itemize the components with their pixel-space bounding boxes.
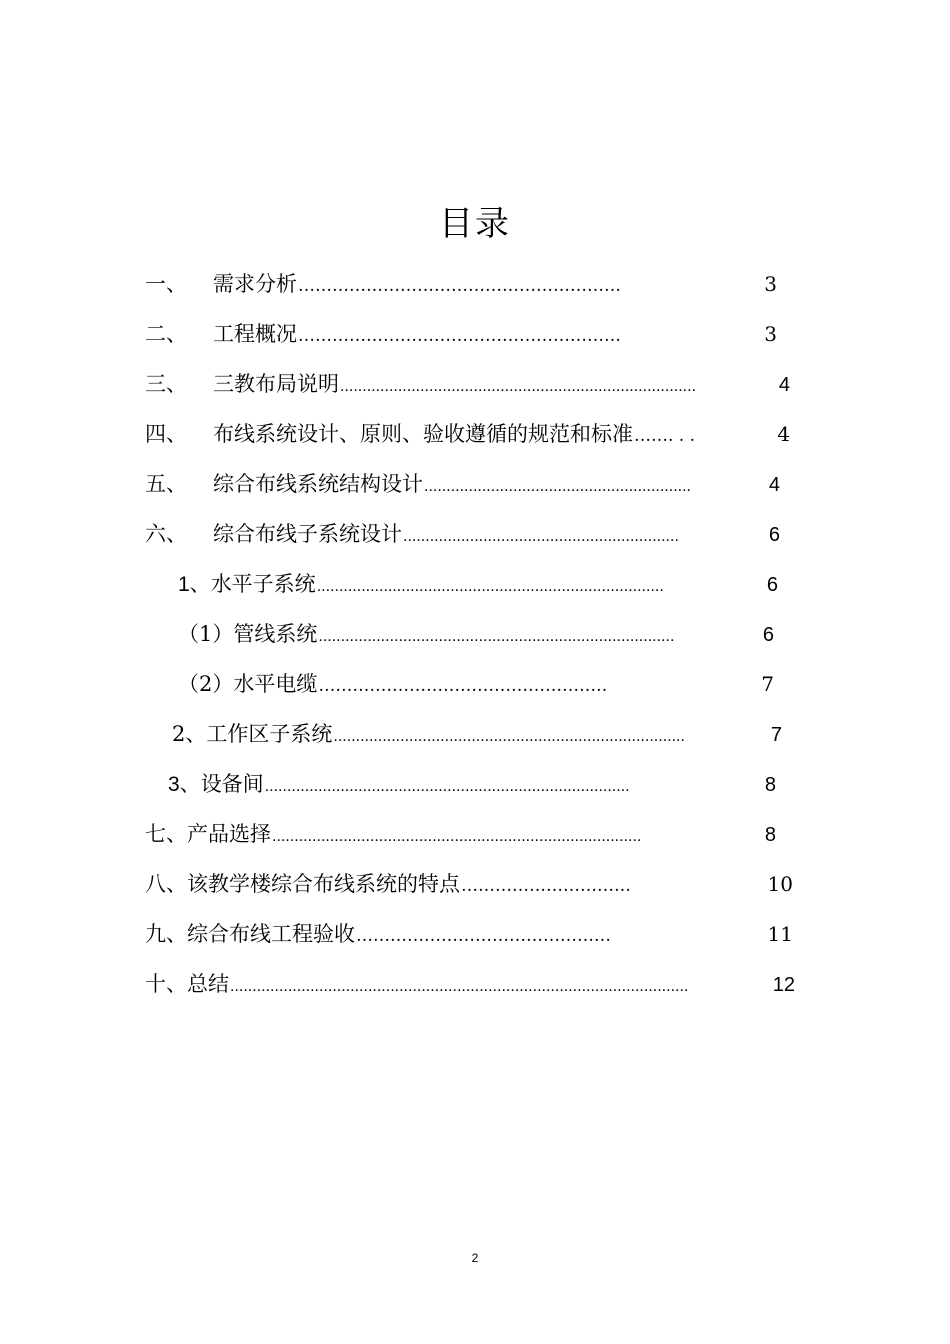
toc-entry-page: 10 xyxy=(767,872,793,896)
toc-entry-7[interactable] xyxy=(178,569,778,599)
toc-entry-page: 4 xyxy=(768,474,780,496)
toc-entry-label: 布线系统设计、原则、验收遵循的规范和标准 xyxy=(213,422,633,446)
toc-entry-label: 工作区子系统 xyxy=(206,722,333,746)
toc-entry-3[interactable] xyxy=(145,369,790,399)
toc-entry-page: 6 xyxy=(766,574,778,596)
toc-entry-14[interactable] xyxy=(145,919,793,949)
toc-leader-dots: ……. . . xyxy=(634,426,696,446)
toc-entry-page: 3 xyxy=(764,322,777,346)
toc-leader-dots: .............................................................................. xyxy=(316,579,664,595)
toc-entry-label: 该教学楼综合布线系统的特点 xyxy=(187,872,460,896)
toc-entry-label: 综合布线系统结构设计 xyxy=(213,472,423,496)
toc-entry-2[interactable] xyxy=(145,319,777,349)
toc-entry-number: 3、 xyxy=(168,773,201,796)
toc-entry-4[interactable] xyxy=(145,419,790,449)
toc-leader-dots: .............................................................. xyxy=(403,529,679,545)
toc-entry-page: 4 xyxy=(778,374,790,396)
toc-entry-page: 8 xyxy=(764,774,776,796)
toc-entry-label: 需求分析 xyxy=(213,272,297,296)
toc-leader-dots: ............................................................................... xyxy=(333,729,685,745)
toc-entry-label: 设备间 xyxy=(200,772,264,796)
toc-entry-number: 2、 xyxy=(172,722,207,746)
toc-entry-page: 11 xyxy=(767,922,793,946)
toc-leader-dots: ................................................................................... xyxy=(272,829,642,845)
page-number: 2 xyxy=(471,1251,479,1265)
toc-entry-15[interactable] xyxy=(145,969,795,999)
toc-leader-dots: ....................................................................................................... xyxy=(230,979,689,995)
toc-entry-8[interactable] xyxy=(178,619,774,649)
toc-entry-label: 工程概况 xyxy=(213,322,297,346)
toc-entry-label: 水平子系统 xyxy=(210,572,316,596)
toc-entry-number: 九、 xyxy=(145,922,187,946)
toc-title: 目录 xyxy=(439,204,511,244)
toc-entry-number: 一、 xyxy=(145,272,187,296)
toc-leader-dots: .................................................................................. xyxy=(264,779,630,795)
toc-entry-number: 二、 xyxy=(145,322,187,346)
toc-entry-6[interactable] xyxy=(145,519,780,549)
toc-entry-label: 产品选择 xyxy=(187,822,271,846)
toc-entry-number: 八、 xyxy=(145,872,187,896)
toc-entry-label: 水平电缆 xyxy=(233,672,318,696)
toc-leader-dots: ………………………… xyxy=(461,876,631,896)
toc-entry-page: 7 xyxy=(770,724,782,746)
toc-entry-label: 总结 xyxy=(187,972,229,996)
toc-entry-page: 6 xyxy=(762,624,774,646)
toc-leader-dots: ................................................................................ xyxy=(340,379,697,395)
toc-entry-number: （1） xyxy=(178,622,234,646)
toc-entry-5[interactable] xyxy=(145,469,780,499)
toc-entry-number: 六、 xyxy=(145,522,187,546)
toc-entry-number: 七、 xyxy=(145,822,187,846)
toc-leader-dots: ……………………………………… xyxy=(356,926,611,946)
toc-entry-number: 三、 xyxy=(145,372,187,396)
toc-entry-label: 综合布线子系统设计 xyxy=(213,522,402,546)
toc-entry-label: 管线系统 xyxy=(233,622,318,646)
toc-entry-page: 3 xyxy=(764,272,777,296)
toc-entry-10[interactable] xyxy=(172,719,782,749)
toc-entry-11[interactable] xyxy=(168,769,776,799)
toc-entry-page: 4 xyxy=(777,422,790,446)
toc-entry-page: 12 xyxy=(772,974,795,996)
toc-entry-9[interactable] xyxy=(178,669,774,699)
toc-entry-13[interactable] xyxy=(145,869,793,899)
toc-entry-number: 四、 xyxy=(145,422,187,446)
toc-leader-dots: ………………………………………………… xyxy=(298,326,621,346)
toc-entry-12[interactable] xyxy=(145,819,776,849)
toc-leader-dots: ………………………………………………… xyxy=(298,276,621,296)
toc-leader-dots: ................................................................................ xyxy=(318,629,675,645)
toc-leader-dots: ............................................................ xyxy=(424,479,692,495)
toc-entry-label: 三教布局说明 xyxy=(213,372,339,396)
toc-leader-dots: …………………………………………… xyxy=(318,676,608,696)
toc-entry-page: 7 xyxy=(761,672,774,696)
toc-entry-number: 1、 xyxy=(178,573,211,596)
toc-entry-number: 十、 xyxy=(145,972,187,996)
toc-entry-number: 五、 xyxy=(145,472,187,496)
toc-entry-1[interactable] xyxy=(145,269,777,299)
toc-entry-number: （2） xyxy=(178,672,234,696)
toc-entry-page: 6 xyxy=(768,524,780,546)
toc-entry-label: 综合布线工程验收 xyxy=(187,922,355,946)
toc-entry-page: 8 xyxy=(764,824,776,846)
